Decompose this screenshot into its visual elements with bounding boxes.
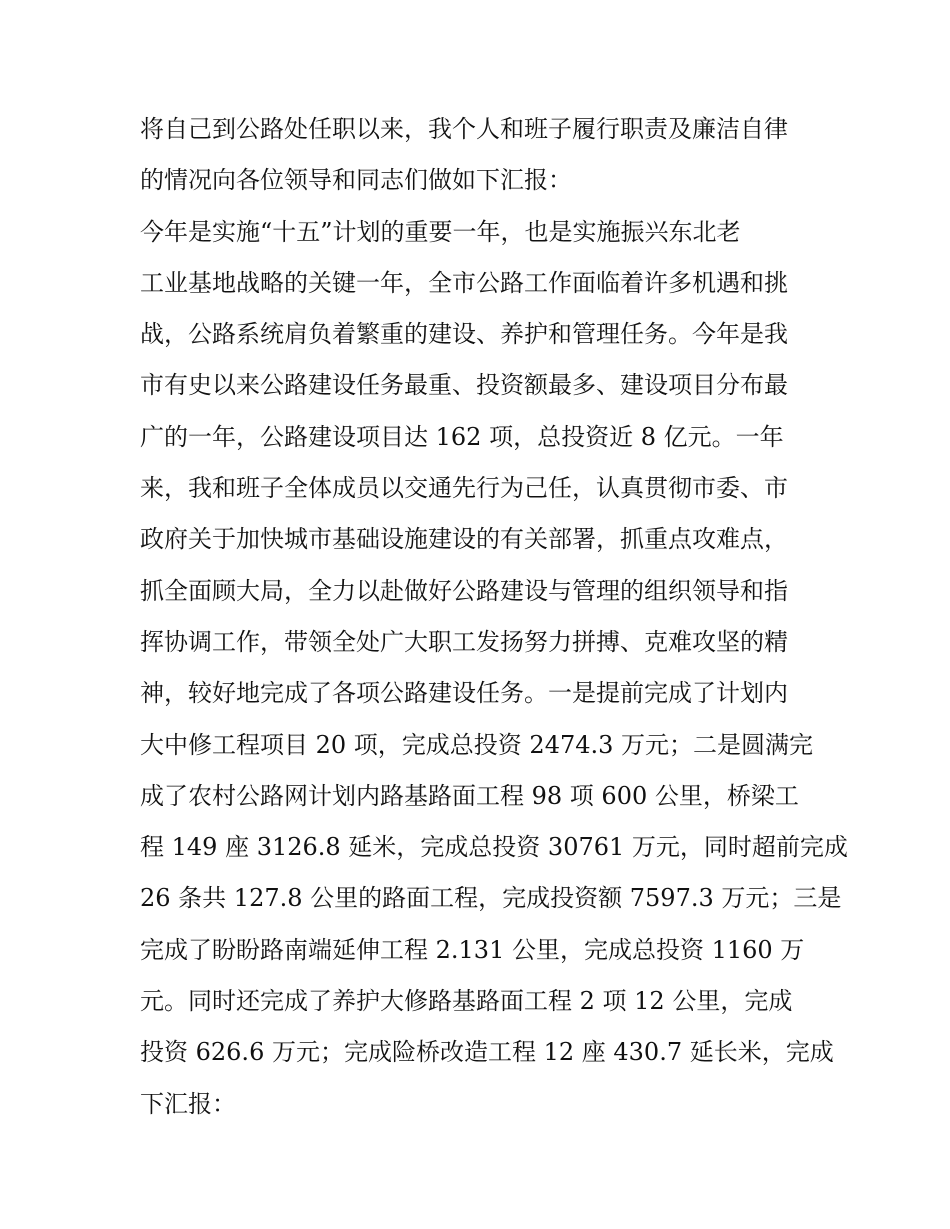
- text-line-10: 抓全面顾大局，全力以赴做好公路建设与管理的组织领导和指: [140, 576, 788, 605]
- text-line-2: 的情况向各位领导和同志们做如下汇报：: [140, 166, 572, 195]
- text-line-11: 挥协调工作，带领全处广大职工发扬努力拼搏、克难攻坚的精: [140, 627, 788, 656]
- text-line-5: 战，公路系统肩负着繁重的建设、养护和管理任务。今年是我: [140, 320, 788, 349]
- text-line-6: 市有史以来公路建设任务最重、投资额最多、建设项目分布最: [140, 371, 788, 400]
- text-line-20: 下汇报：: [140, 1089, 236, 1118]
- text-line-12: 神，较好地完成了各项公路建设任务。一是提前完成了计划内: [140, 679, 788, 708]
- text-line-1: 将自己到公路处任职以来，我个人和班子履行职责及廉洁自律: [140, 115, 788, 143]
- text-line-8: 来，我和班子全体成员以交通先行为己任，认真贯彻市委、市: [140, 474, 788, 503]
- text-line-15: 程 149 座 3126.8 延米，完成总投资 30761 万元，同时超前完成: [140, 833, 848, 862]
- text-line-4: 工业基地战略的关键一年，全市公路工作面临着许多机遇和挑: [140, 268, 788, 297]
- text-line-9: 政府关于加快城市基础设施建设的有关部署，抓重点攻难点，: [140, 525, 788, 554]
- text-line-14: 成了农村公路网计划内路基路面工程 98 项 600 公里，桥梁工: [140, 781, 799, 810]
- text-line-18: 元。同时还完成了养护大修路基路面工程 2 项 12 公里，完成: [140, 987, 793, 1016]
- text-line-17: 完成了盼盼路南端延伸工程 2.131 公里，完成总投资 1160 万: [140, 935, 805, 964]
- report-body-text: [140, 104, 848, 1130]
- text-line-19: 投资 626.6 万元；完成险桥改造工程 12 座 430.7 延长米，完成: [140, 1038, 834, 1067]
- text-line-16: 26 条共 127.8 公里的路面工程，完成投资额 7597.3 万元；三是: [140, 884, 842, 913]
- text-line-13: 大中修工程项目 20 项，完成总投资 2474.3 万元；二是圆满完: [140, 730, 814, 759]
- text-line-3: 今年是实施“十五”计划的重要一年，也是实施振兴东北老: [140, 217, 741, 246]
- text-line-7: 广的一年，公路建设项目达 162 项，总投资近 8 亿元。一年: [140, 422, 784, 451]
